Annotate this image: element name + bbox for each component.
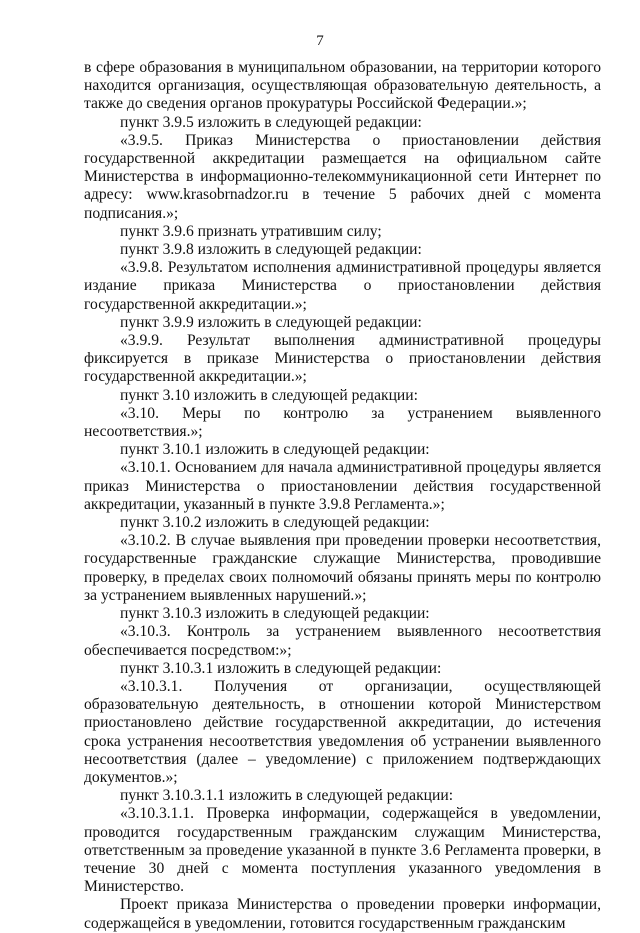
document-paragraph: пункт 3.10.3 изложить в следующей редакции:: [120, 605, 430, 623]
document-paragraph: «3.9.8. Результатом исполнения административной процедуры является издание приказа Министерства о приостановлении действия государственной аккредитации.»;: [84, 259, 601, 313]
document-paragraph: «3.9.5. Приказ Министерства о приостановлении действия государственной аккредитации размещается на официальном сайте Министерства в информационно-телекоммуникационной сети Интернет по адресу: www.krasobrnadzor.ru в течение 5 рабочих дней с момента подписания.»;: [84, 131, 601, 222]
document-paragraph: «3.10.3.1.1. Проверка информации, содержащейся в уведомлении, проводится государственным гражданским служащим Министерства, ответственным за проведение указанной в пункте 3.6 Регламента проверки, в течение 30 дней с момента поступления указанного уведомления в Министерство.: [84, 805, 601, 896]
document-paragraph: пункт 3.9.5 изложить в следующей редакции:: [120, 113, 422, 131]
document-paragraph: «3.10.2. В случае выявления при проведении проверки несоответствия, государственные гражданские служащие Министерства, проводившие проверку, в пределах своих полномочий обязаны принять меры по контролю за устранением выявленных нарушений.»;: [84, 532, 601, 604]
document-paragraph: пункт 3.9.8 изложить в следующей редакции:: [120, 241, 422, 259]
document-paragraph: в сфере образования в муниципальном образовании, на территории которого находится организация, осуществляющая образовательную деятельность, а также до сведения органов прокуратуры Российской Федерации.»;: [84, 59, 601, 113]
document-paragraph: «3.10.1. Основанием для начала административной процедуры является приказ Министерства о приостановлении действия государственной аккредитации, указанный в пункте 3.9.8 Регламента.»;: [84, 459, 601, 513]
document-paragraph: пункт 3.10 изложить в следующей редакции:: [120, 386, 418, 404]
document-paragraph: пункт 3.10.2 изложить в следующей редакции:: [120, 514, 430, 532]
document-paragraph: «3.9.9. Результат выполнения административной процедуры фиксируется в приказе Министерства о приостановлении действия государственной аккредитации.»;: [84, 332, 601, 386]
document-paragraph: пункт 3.9.6 признать утратившим силу;: [120, 222, 382, 240]
document-paragraph: пункт 3.10.1 изложить в следующей редакции:: [120, 441, 430, 459]
document-paragraph: пункт 3.9.9 изложить в следующей редакции:: [120, 313, 422, 331]
document-paragraph: пункт 3.10.3.1 изложить в следующей редакции:: [120, 659, 442, 677]
document-paragraph: пункт 3.10.3.1.1 изложить в следующей редакции:: [120, 787, 454, 805]
document-body: [84, 59, 601, 933]
document-paragraph: «3.10.3. Контроль за устранением выявленного несоответствия обеспечивается посредством:»;: [84, 623, 601, 659]
page-number: 7: [316, 33, 324, 49]
document-paragraph: «3.10.3.1. Получения от организации, осуществляющей образовательную деятельность, в отношении которой Министерством приостановлено действие государственной аккредитации, до истечения срока устранения несоответствия уведомления об устранении выявленного несоответствия (далее – уведомление) с приложением подтверждающих документов.»;: [84, 677, 601, 786]
document-paragraph: «3.10. Меры по контролю за устранением выявленного несоответствия.»;: [84, 404, 601, 441]
document-paragraph: Проект приказа Министерства о проведении проверки информации, содержащейся в уведомлении, готовится государственным гражданским: [84, 896, 601, 932]
